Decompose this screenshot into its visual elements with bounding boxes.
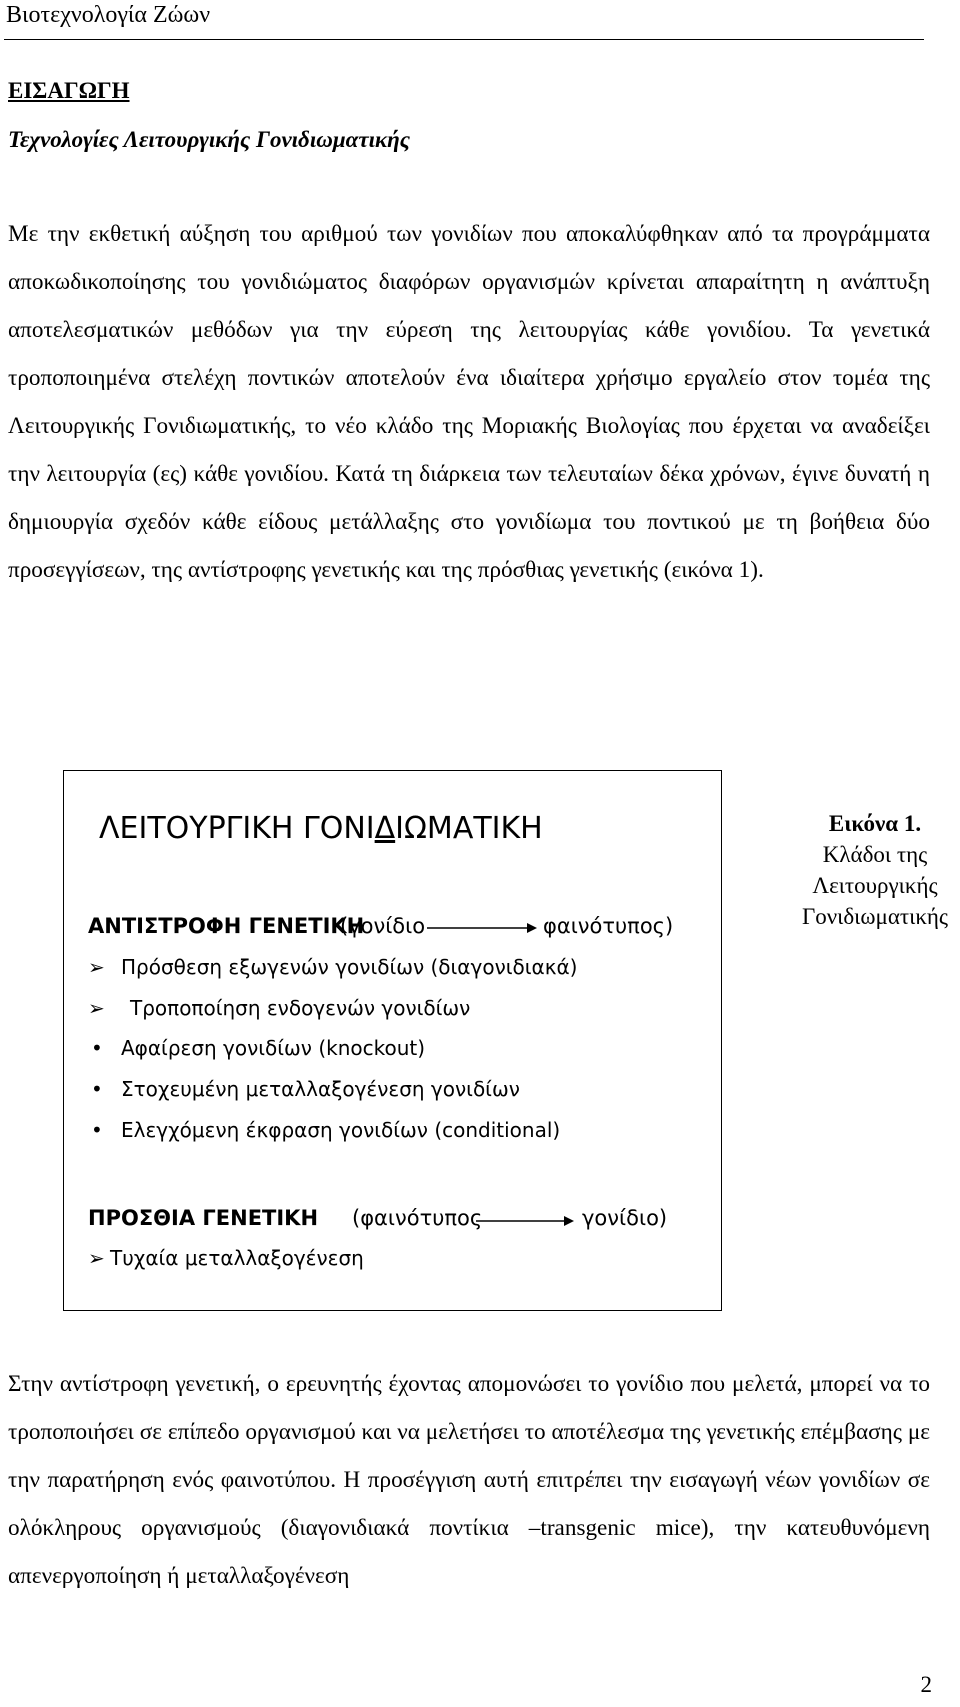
header-title: Βιοτεχνολογία Ζώων bbox=[6, 2, 211, 28]
reverse-item-1: Πρόσθεση εξωγενών γονιδίων (διαγονιδιακά) bbox=[121, 955, 578, 979]
page-header bbox=[4, 2, 924, 40]
forward-item-1: Τυχαία μεταλλαξογένεση bbox=[110, 1246, 364, 1270]
paragraph-intro: Με την εκθετική αύξηση του αριθμού των γονιδίων που αποκαλύφθηκαν από τα προγράμματα αποκωδικοποίησης του γονιδιώματος διαφόρων οργανισμών κρίνεται απαραίτητη η ανάπτυξη αποτελεσματικών μεθόδων για την εύρεση της λειτουργίας κάθε γονιδίου. Τα γενετικά τροποποιημένα στελέχη ποντικών αποτελούν ένα ιδιαίτερα χρήσιμο εργαλείο στον τομέα της Λειτουργικής Γονιδιωματικής, το νέο κλάδο της Μοριακής Βιολογίας που έρχεται να αναδείξει την λειτουργία (ες) κάθε γονιδίου. Κατά τη διάρκεια των τελευταίων δέκα χρόνων, έγινε δυνατή η δημιουργία σχεδόν κάθε είδους μετάλλαξης στο γονιδίωμα του ποντικού με τη βοήθεια δύο προσεγγίσεων, της αντίστροφης γενετικής και της πρόσθιας γενετικής (εικόνα 1). bbox=[8, 221, 930, 583]
arrow-bullet-icon: ➢ bbox=[88, 1246, 105, 1270]
reverse-genetics-label: ΑΝΤΙΣΤΡΟΦΗ ΓΕΝΕΤΙΚΗ bbox=[88, 914, 365, 938]
page-number: 2 bbox=[920, 1672, 932, 1697]
reverse-genetics-to: φαινότυπος) bbox=[543, 914, 674, 938]
section-subheading: Τεχνολογίες Λειτουργικής Γονιδιωματικής bbox=[8, 127, 411, 152]
arrow-bullet-icon: ➢ bbox=[88, 955, 105, 979]
paragraph-reverse-genetics: Στην αντίστροφη γενετική, ο ερευνητής έχοντας απομονώσει το γονίδιο που μελετά, μπορεί να το τροποποιήσει σε επίπεδο οργανισμού και να μελετήσει το αποτέλεσμα της γενετικής επέμβασης με την παρατήρηση ενός φαινοτύπου. Η προσέγγιση αυτή επιτρέπει την εισαγωγή νέων γονιδίων σε ολόκληρους οργανισμούς (διαγονιδιακά ποντίκια –transgenic mice), την κατευθυνόμενη απενεργοποίηση ή μεταλλαξογένεση bbox=[8, 1371, 930, 1589]
forward-genetics-to: γονίδιο) bbox=[582, 1206, 668, 1230]
arrow-bullet-icon: ➢ bbox=[88, 996, 105, 1020]
caption-line: Κλάδοι της bbox=[822, 842, 928, 867]
forward-arrow-icon bbox=[476, 1211, 576, 1231]
figure-1-box bbox=[63, 770, 722, 1311]
reverse-subitem-3: Ελεγχόμενη έκφραση γονιδίων (conditional) bbox=[121, 1118, 561, 1142]
figure-title-underlined: Δ bbox=[374, 811, 396, 846]
bullet-dot-icon: • bbox=[91, 1118, 103, 1142]
figure-caption bbox=[790, 808, 960, 932]
figure-title bbox=[99, 811, 543, 846]
bullet-dot-icon: • bbox=[91, 1077, 103, 1101]
caption-label: Εικόνα 1. bbox=[828, 811, 922, 836]
reverse-item-2: Τροποποίηση ενδογενών γονιδίων bbox=[130, 996, 471, 1020]
section-heading: ΕΙΣΑΓΩΓΗ bbox=[8, 78, 130, 103]
bullet-dot-icon: • bbox=[91, 1036, 103, 1060]
forward-genetics-label: ΠΡΟΣΘΙΑ ΓΕΝΕΤΙΚΗ bbox=[88, 1206, 319, 1230]
reverse-subitem-2: Στοχευμένη μεταλλαξογένεση γονιδίων bbox=[121, 1077, 520, 1101]
forward-genetics-from: (φαινότυπος bbox=[352, 1206, 483, 1230]
reverse-arrow-icon bbox=[427, 918, 539, 938]
figure-title-part1: ΛΕΙΤΟΥΡΓΙΚΗ ΓΟΝΙ bbox=[99, 811, 375, 846]
caption-line: Λειτουργικής bbox=[812, 873, 938, 898]
caption-line: Γονιδιωματικής bbox=[801, 904, 949, 929]
reverse-subitem-1: Αφαίρεση γονιδίων (knockout) bbox=[121, 1036, 426, 1060]
reverse-genetics-from: (γονίδιο bbox=[340, 914, 426, 938]
figure-title-part2: ΙΩΜΑΤΙΚΗ bbox=[395, 811, 543, 846]
